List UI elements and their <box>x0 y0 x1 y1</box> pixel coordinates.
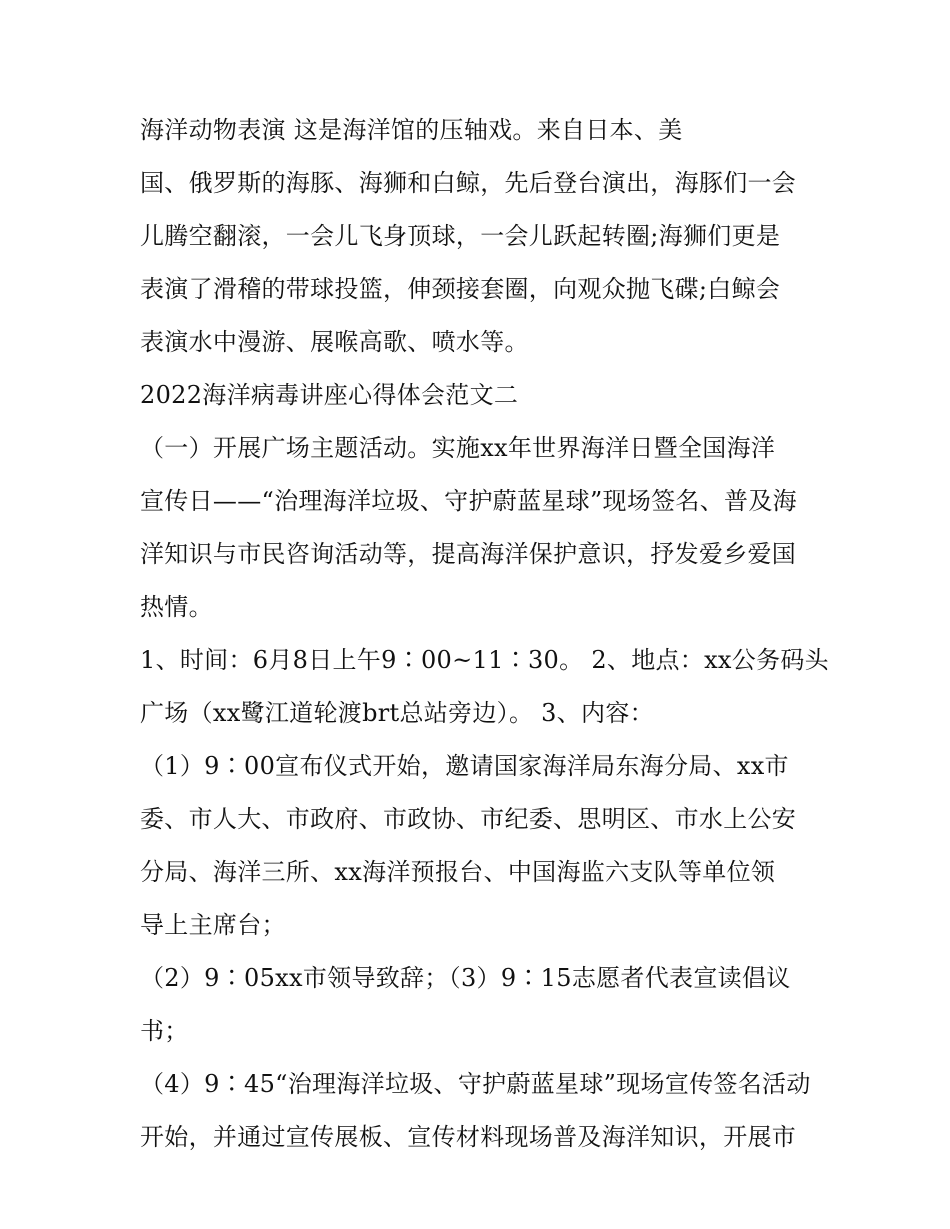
text-line: （4）9∶45“治理海洋垃圾、守护蔚蓝星球”现场宣传签名活动 <box>140 1070 811 1098</box>
text-line: 导上主席台； <box>140 911 286 939</box>
text-line: 1、时间：6月8日上午9∶00~11∶30。 2、地点：xx公务码头 <box>140 646 829 674</box>
section-heading: 2022海洋病毒讲座心得体会范文二 <box>140 381 519 409</box>
text-line: （2）9∶05xx市领导致辞；（3）9∶15志愿者代表宣读倡议 <box>140 964 791 992</box>
text-line: （一）开展广场主题活动。实施xx年世界海洋日暨全国海洋 <box>140 434 776 462</box>
text-line: 国、俄罗斯的海豚、海狮和白鲸，先后登台演出，海豚们一会 <box>140 169 797 197</box>
document-body <box>140 104 829 1164</box>
text-line: 开始，并通过宣传展板、宣传材料现场普及海洋知识，开展市 <box>140 1123 797 1151</box>
text-line: 委、市人大、市政府、市政协、市纪委、思明区、市水上公安 <box>140 805 797 833</box>
text-line: （1）9∶00宣布仪式开始，邀请国家海洋局东海分局、xx市 <box>140 752 789 780</box>
text-line: 表演了滑稽的带球投篮，伸颈接套圈，向观众抛飞碟;白鲸会 <box>140 275 781 303</box>
text-line: 热情。 <box>140 593 213 621</box>
text-line: 洋知识与市民咨询活动等，提高海洋保护意识，抒发爱乡爱国 <box>140 540 797 568</box>
text-line: 表演水中漫游、展喉高歌、喷水等。 <box>140 328 529 356</box>
text-line: 海洋动物表演 这是海洋馆的压轴戏。来自日本、美 <box>140 116 683 144</box>
text-line: 分局、海洋三所、xx海洋预报台、中国海监六支队等单位领 <box>140 858 776 886</box>
text-line: 宣传日——“治理海洋垃圾、守护蔚蓝星球”现场签名、普及海 <box>140 487 797 515</box>
text-line: 儿腾空翻滚，一会儿飞身顶球，一会儿跃起转圈;海狮们更是 <box>140 222 781 250</box>
text-line: 广场（xx鹭江道轮渡brt总站旁边）。 3、内容： <box>140 699 654 727</box>
text-line: 书； <box>140 1017 189 1045</box>
